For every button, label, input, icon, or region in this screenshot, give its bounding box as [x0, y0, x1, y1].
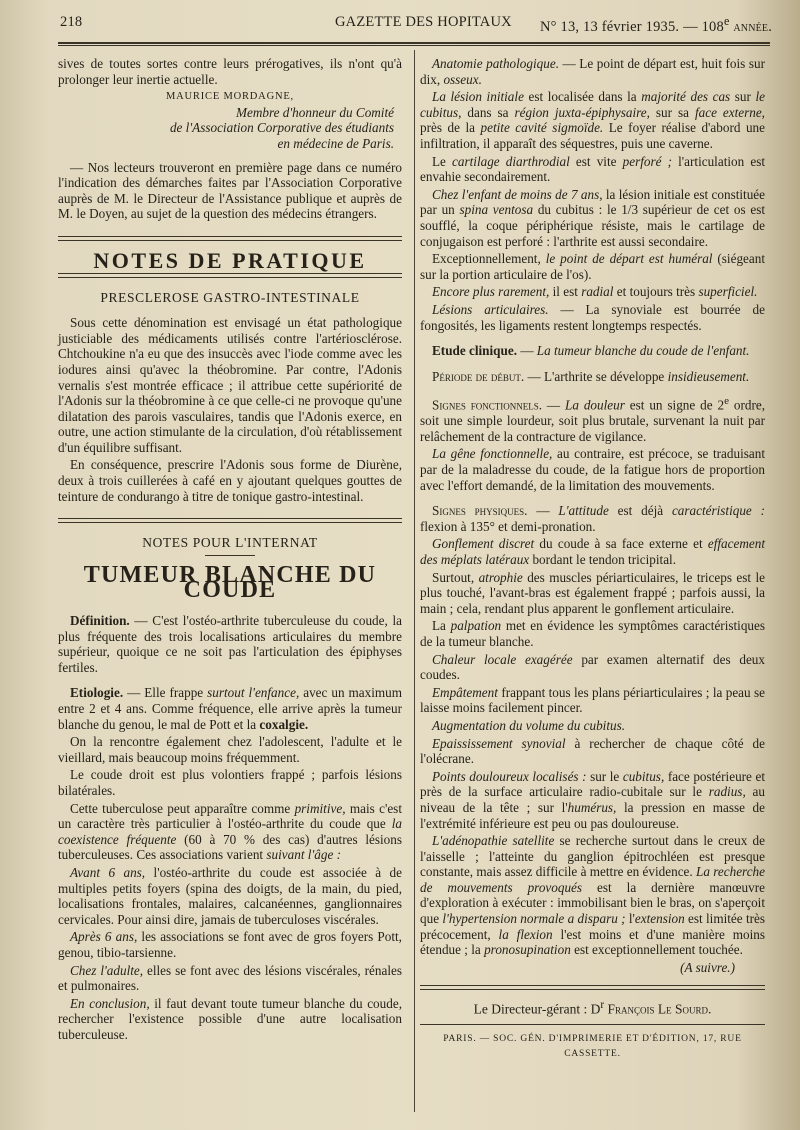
- definition-paragraph: [58, 613, 402, 675]
- etiologie-p2: On la rencontre également chez l'adolescent, l'adulte et le vieillard, mais beaucoup moins fréquemment.: [58, 734, 402, 765]
- page-header: [60, 14, 773, 42]
- issue-year: année.: [733, 18, 773, 35]
- etiologie-p8: En conclusion, il faut devant toute tumeur blanche du coude, rechercher l'existence possible d'une autre localisation tuberculeuse.: [58, 995, 402, 1042]
- periode-label: Période de début.: [432, 368, 525, 384]
- column-divider: [414, 50, 415, 1112]
- page-number: 218: [60, 14, 83, 30]
- etiologie-p7: Chez l'adulte, elles se font avec des lésions viscérales, rénales et pulmonaires.: [58, 962, 402, 994]
- presclerose-title: PRESCLEROSE GASTRO-INTESTINALE: [100, 289, 360, 305]
- anatomie-p7: Lésions articulaires. — La synoviale est bourrée de fongosités, les ligaments restent longtemps respectés.: [420, 301, 765, 333]
- signes-physiques-p10: L'adénopathie satellite se recherche surtout dans le creux de l'aisselle ; l'atteinte du ganglion épitrochléen est presque constante, mais assez difficile à mettre en évidence. La recherche de mouvements provoqués est la dernière manœuvre d'exploration à exécuter : immobilisant bien le bras, on s'aperçoit que l'hypertension normale a disparu ; l'extension est limitée très précocement, la flexion l'est moins et d'une manière moins étendue ; la pronosupination est exceptionnellement touchée.: [420, 833, 766, 958]
- anatomie-p6: Encore plus rarement, il est radial et toujours très superficiel.: [432, 284, 758, 300]
- internat-rule: [58, 518, 402, 523]
- notice-paragraph: — Nos lecteurs trouveront en première page dans ce numéro l'indication des démarches faites par l'Association Corporative auprès de M. le Directeur de l'Assistance publique et auprès de M. le Doyen, au sujet de la question des médecins étrangers.: [58, 159, 402, 222]
- definition-label: Définition.: [70, 613, 130, 629]
- presclerose-p1: Sous cette dénomination est envisagé un état pathologique justiciable des médicaments utilisés contre l'artériosclérose. Chtchoukine n'a eu que des insuccès avec l'iode comme avec les iodures ainsi qu'avec la théobromine. Par contre, l'Adonis vernalis s'est montrée efficace ; il attribue cette supériorité de l'Adonis sur la théobromine à ce que celle-ci ne provoque qu'une dilatation des parois vasculaires, tandis que l'Adonis exerce, en outre, une action stimulante de la circulation, d'où rétablissement d'un équilibre suffisant.: [58, 315, 402, 455]
- anatomie-paragraph: Anatomie pathologique. — Le point de départ est, huit fois sur dix, osseux.: [420, 56, 765, 87]
- clinique-label: Etude clinique.: [432, 343, 518, 359]
- signes-physiques-p7: Augmentation du volume du cubitus.: [432, 717, 626, 733]
- issue-sup: e: [723, 14, 730, 28]
- etiologie-p3: Le coude droit est plus volontiers frappé ; parfois lésions bilatérales.: [58, 767, 402, 798]
- internat-label: NOTES POUR L'INTERNAT: [142, 535, 318, 551]
- signes-physiques-p9: Points douloureux localisés : sur le cubitus, face postérieure et près de la surface articulaire radio-cubitale sur le radius, au niveau de la tête ; sur l'humérus, la pression en masse de l'extrémité inférieure est peu ou pas douloureuse.: [420, 768, 765, 831]
- anatomie-p3: Le cartilage diarthrodial est vite perforé ; l'articulation est envahie secondairement.: [420, 153, 765, 185]
- a-suivre: (A suivre.): [680, 959, 735, 975]
- footer-rule: [420, 985, 765, 990]
- signes-physiques-p8: Epaississement synovial à rechercher de chaque côté de l'olécrane.: [420, 735, 765, 767]
- left-column: [58, 56, 402, 1044]
- signes-fonctionnels-label: Signes fonctionnels.: [432, 397, 543, 413]
- anatomie-p5: Exceptionnellement, le point de départ est huméral (siégeant sur la portion articulaire de l'os).: [420, 251, 765, 282]
- intro-paragraph: sives de toutes sortes contre leurs prérogatives, ils n'ont qu'à prolonger leur inertie actuelle.: [58, 56, 402, 87]
- signes-fonctionnels-paragraph: Signes fonctionnels. — La douleur est un signe de 2e ordre, soit une simple lourdeur, soit plus brutale, survenant la nuit par relâchement de la contracture de vigilance.: [420, 395, 766, 444]
- definition-text: — C'est l'ostéo-arthrite tuberculeuse du coude, la plus fréquente des trois localisations articulaires du membre supérieur, quoique ce ne soit pas l'articulation des épiphyses fertiles.: [58, 613, 402, 675]
- signes-physiques-label: Signes physiques.: [432, 503, 528, 519]
- etiologie-p6: Après 6 ans, les associations se font avec de gros foyers Pott, genou, tibio-tarsienne.: [58, 929, 402, 960]
- section-rule: [58, 236, 402, 241]
- signes-physiques-p6: Empâtement frappant tous les plans périarticulaires ; la peau se laisse moins facilement pincer.: [420, 684, 765, 716]
- issue-date: N° 13, 13 février 1935. — 108: [540, 18, 724, 35]
- signature-line-2: de l'Association Corporative des étudiants: [169, 120, 394, 136]
- signature-line-1: Membre d'honneur du Comité: [236, 104, 394, 120]
- journal-title: GAZETTE DES HOPITAUX: [335, 14, 512, 30]
- signes-physiques-p3: Surtout, atrophie des muscles périarticulaires, le triceps est le plus touché, l'avant-bras est également frappé ; parfois aussi, la main ; cela, rendant plus apparent le gonflement articulaire.: [420, 569, 765, 616]
- section-rule-2: [58, 273, 402, 278]
- signature-line-3: en médecine de Paris.: [277, 135, 394, 151]
- signes-fonctionnels-p2: La gêne fonctionnelle, au contraire, est précoce, se traduisant par de la maladresse du coude, de la fatigue hors de proportion avec l'effort demandé, de la limitation des mouvements.: [420, 446, 765, 493]
- header-rule: [58, 42, 770, 46]
- anatomie-p2: La lésion initiale est localisée dans la majorité des cas sur le cubitus, dans sa région juxta-épiphysaire, sur sa face externe, près de la petite cavité sigmoïde. Le foyer réalise d'abord une infiltration, il apparaît des séquestres, puis une caverne.: [420, 89, 766, 151]
- signes-physiques-paragraph: Signes physiques. — L'attitude est déjà caractéristique : flexion à 135° et demi-pronation.: [420, 503, 766, 534]
- signes-physiques-p5: Chaleur locale exagérée par examen alternatif des deux coudes.: [420, 651, 765, 683]
- etiologie-p4: Cette tuberculose peut apparaître comme primitive, mais c'est un caractère très particulier à l'ostéo-arthrite du coude que la coexistence fréquente (60 à 70 % des cas) d'autres lésions tuberculeuses. Ces associations varient suivant l'âge :: [58, 800, 402, 863]
- directeur-gerant: Le Directeur-gérant : $D^r$ François Le Sourd.: [473, 999, 712, 1017]
- imprint-line: PARIS. — SOC. GÉN. D'IMPRIMERIE ET D'ÉDITION, 17, RUE CASSETTE.: [420, 1024, 765, 1063]
- signature-name: MAURICE MORDAGNE,: [166, 91, 294, 103]
- etiologie-p5: Avant 6 ans, l'ostéo-arthrite du coude est associée à de multiples petits foyers (spina des doigts, de la main, du pied, localisations frontales, malaires, calcanéennes, ganglionnaires cervicales. Pour ainsi dire, jamais de tuberculoses viscérales.: [58, 864, 403, 927]
- etiologie-paragraph: Etiologie. — Elle frappe surtout l'enfance, avec un maximum entre 2 et 4 ans. Comme fréquence, elle arrive après la tumeur blanche du genou, le mal de Pott et la coxalgie.: [58, 685, 402, 732]
- tumeur-title: TUMEUR BLANCHE DU COUDE: [83, 561, 377, 604]
- signes-physiques-p2: Gonflement discret du coude à sa face externe et effacement des méplats latéraux bordant le tendon tricipital.: [420, 536, 765, 568]
- anatomie-p4: Chez l'enfant de moins de 7 ans, la lésion initiale est constituée par un spina ventosa du cubitus : le 1/3 supérieur de cet os est soufflé, la coque périphérique résiste, mais le cartilage de conjugaison est perforé : l'arthrite est aussi secondaire.: [420, 186, 765, 249]
- right-column: [420, 56, 765, 1063]
- periode-paragraph: Période de début. — L'arthrite se développe insidieusement.: [432, 368, 750, 384]
- issue-info: [540, 14, 772, 36]
- section-title: NOTES DE PRATIQUE: [93, 247, 367, 273]
- signes-physiques-p4: La palpation met en évidence les symptômes caractéristiques de la tumeur blanche.: [420, 618, 765, 649]
- presclerose-p2: En conséquence, prescrire l'Adonis sous forme de Diurène, deux à trois cuillerées à café en y ajoutant quelques gouttes de teinture de condurango à titre de tonique gastro-intestinal.: [58, 457, 402, 504]
- etiologie-label: Etiologie.: [70, 685, 124, 701]
- short-rule: [205, 555, 255, 556]
- clinique-paragraph: Etude clinique. — La tumeur blanche du coude de l'enfant.: [432, 343, 750, 359]
